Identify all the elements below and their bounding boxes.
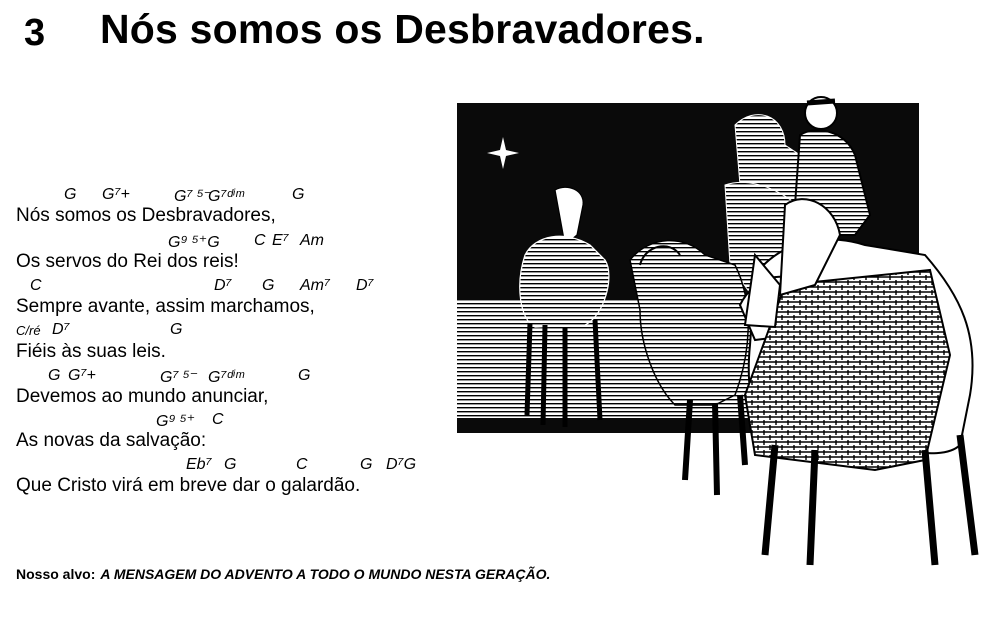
chord: C: [296, 456, 308, 473]
chord: G: [48, 367, 61, 384]
chord: D⁷: [356, 277, 374, 294]
chord: D⁷: [52, 321, 70, 338]
chord: Eb⁷: [186, 456, 212, 473]
camel-riders-illustration: [455, 95, 1005, 615]
chord: Am: [300, 232, 324, 249]
lyric-line: Que Cristo virá em breve dar o galardão.: [16, 475, 361, 496]
lyric-line: Nós somos os Desbravadores,: [16, 205, 276, 226]
chord: G⁹ ⁵⁺G: [168, 234, 220, 251]
chord: G: [224, 456, 237, 473]
chord: C: [212, 411, 224, 428]
chord: Am⁷: [300, 277, 331, 294]
chord: G⁷ᵈⁱᵐ: [208, 188, 244, 205]
chord: G: [262, 277, 275, 294]
lyric-line: As novas da salvação:: [16, 430, 207, 451]
chord: C: [30, 277, 42, 294]
lyric-line: Fiéis às suas leis.: [16, 341, 166, 362]
chord: E⁷: [272, 232, 289, 249]
chord: D⁷: [214, 277, 232, 294]
lyric-line: Sempre avante, assim marchamos,: [16, 296, 315, 317]
chord: G⁷ ⁵⁻: [160, 369, 199, 386]
chord: G⁹ ⁵⁺: [156, 413, 196, 430]
chord: G: [292, 186, 305, 203]
chord: G: [170, 321, 183, 338]
chord: G: [64, 186, 77, 203]
song-title: Nós somos os Desbravadores.: [100, 6, 705, 52]
chord: G: [298, 367, 311, 384]
chord: G⁷ ⁵⁻: [174, 188, 213, 205]
chord: G⁷ᵈⁱᵐ: [208, 369, 244, 386]
song-number: 3: [24, 12, 46, 54]
chord: G⁷+: [68, 367, 96, 384]
motto-label: Nosso alvo:: [16, 566, 96, 582]
chord: D⁷G: [386, 456, 417, 473]
motto-text: A MENSAGEM DO ADVENTO A TODO O MUNDO NESTA GERAÇÃO.: [100, 566, 551, 582]
lyric-line: Os servos do Rei dos reis!: [16, 251, 239, 272]
lyric-line: Devemos ao mundo anunciar,: [16, 386, 269, 407]
chord: C/ré: [16, 323, 41, 338]
chord: G: [360, 456, 373, 473]
chord: C: [254, 232, 266, 249]
chord: G⁷+: [102, 186, 130, 203]
